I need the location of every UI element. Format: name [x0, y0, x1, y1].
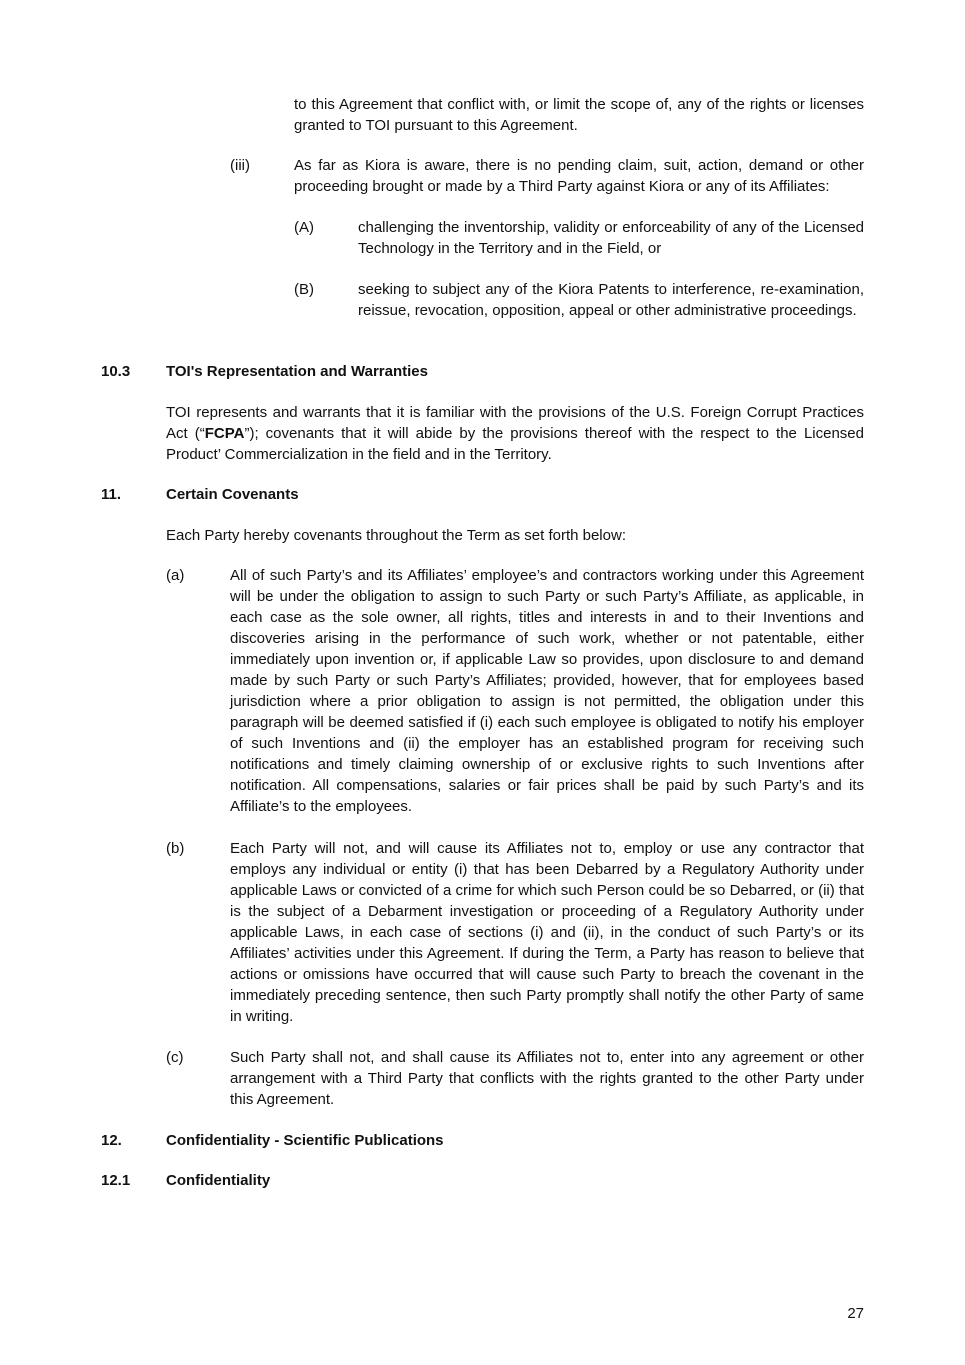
covenant-b-label: (b) [166, 840, 185, 857]
item-iii-label: (iii) [230, 157, 250, 174]
section-11-number: 11. [101, 486, 122, 503]
section-11-title: Certain Covenants [166, 486, 299, 503]
section-12-title: Confidentiality - Scientific Publications [166, 1132, 444, 1149]
item-b-text: seeking to subject any of the Kiora Patents to interference, re-examination, reissue, revocation, opposition, appeal or other administrative proceedings. [358, 281, 864, 319]
section-11-intro: Each Party hereby covenants throughout the Term as set forth below: [166, 527, 626, 544]
covenant-a-label: (a) [166, 567, 185, 584]
item-a-text: challenging the inventorship, validity or enforceability of any of the Licensed Technology in the Territory and in the Field, or [358, 219, 864, 257]
section-10-3-number: 10.3 [101, 363, 131, 380]
item-b-label: (B) [294, 281, 314, 298]
page-number: 27 [847, 1305, 864, 1322]
covenant-c-label: (c) [166, 1049, 184, 1066]
item-a-label: (A) [294, 219, 314, 236]
covenant-b-text: Each Party will not, and will cause its Affiliates not to, employ or use any contractor that employs any individual or entity (i) that has been Debarred by a Regulatory Authority under applicable Laws or convicted of a crime for which such Person could be so Debarred, or (ii) that is the subject of a Debarment investigation or proceeding of a Regulatory Authority under applicable Laws, in each case of sections (i) and (ii), in the conduct of such Party’s or its Affiliates’ activities under this Agreement. If during the Term, a Party has reason to believe that actions or omissions have occurred that will cause such Party to breach the covenant in the immediately preceding sentence, then such Party promptly shall notify the other Party of same in writing. [230, 840, 864, 1025]
covenant-a-text: All of such Party’s and its Affiliates’ employee’s and contractors working under this Agreement will be under the obligation to assign to such Party or such Party’s Affiliate, as applicable, in each case as the sole owner, all rights, titles and interests in and to their Inventions and discoveries arising in the performance of such work, whether or not patentable, either immediately upon invention or, if applicable Law so provides, upon disclosure to and demand made by such Party or such Party’s Affiliates; provided, however, that for employees based jurisdiction where a prior obligation to assign is not permitted, the obligation under this paragraph will be deemed satisfied if (i) each such employee is obligated to notify his employer of such Inventions and (ii) the employer has an established program for receiving such notifications and timely claiming ownership of or exclusive rights to such Inventions after notification. All compensations, salaries or fair prices shall be paid by such Party’s and its Affiliate’s to the employees. [230, 567, 864, 815]
item-iii-text: As far as Kiora is aware, there is no pending claim, suit, action, demand or other proceeding brought or made by a Third Party against Kiora or any of its Affiliates: [294, 157, 864, 195]
covenant-c-text: Such Party shall not, and shall cause its Affiliates not to, enter into any agreement or other arrangement with a Third Party that conflicts with the rights granted to the other Party under this Agreement. [230, 1049, 864, 1108]
text: ”); covenants that it will abide by the provisions thereof with the respect to the Licensed Product’ Commercialization in the field and in the Territory. [166, 425, 864, 463]
section-10-3-title: TOI's Representation and Warranties [166, 363, 428, 380]
section-12-1-number: 12.1 [101, 1172, 131, 1189]
defined-term: FCPA [204, 425, 245, 442]
section-12-number: 12. [101, 1132, 122, 1149]
section-12-1-title: Confidentiality [166, 1172, 271, 1189]
continuation-paragraph: to this Agreement that conflict with, or limit the scope of, any of the rights or licenses granted to TOI pursuant to this Agreement. [294, 96, 864, 134]
text: TOI represents and warrants that it is familiar with the provisions of the U.S. Foreign Corrupt Practices Act (“ [166, 404, 864, 442]
section-10-3-paragraph [166, 402, 864, 465]
